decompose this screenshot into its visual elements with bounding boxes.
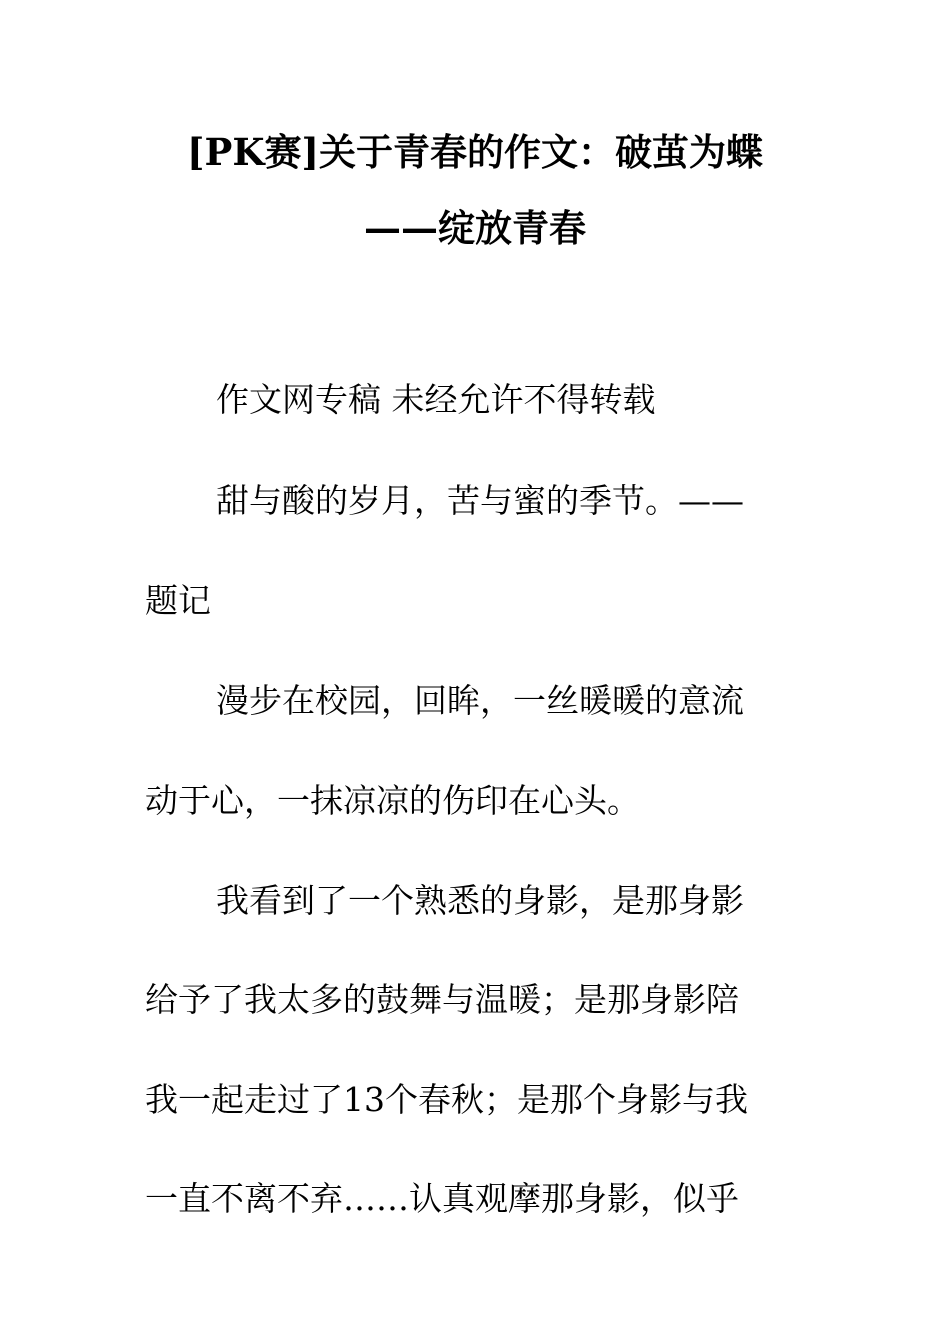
body-line-3: 题记 xyxy=(145,581,211,620)
body-line-8: 我一起走过了13个春秋；是那个身影与我 xyxy=(145,1080,748,1119)
body-line-7: 给予了我太多的鼓舞与温暖；是那身影陪 xyxy=(145,980,739,1019)
body-line-6: 我看到了一个熟悉的身影，是那身影 xyxy=(216,881,744,920)
body-line-1: 作文网专稿 未经允许不得转载 xyxy=(216,380,656,419)
body-line-5: 动于心，一抹凉凉的伤印在心头。 xyxy=(145,781,640,820)
document-title-line-2: ——绽放青春 xyxy=(364,206,586,250)
body-line-2: 甜与酸的岁月，苦与蜜的季节。—— xyxy=(216,481,744,520)
body-line-9: 一直不离不弃……认真观摩那身影，似乎 xyxy=(145,1179,739,1218)
body-line-4: 漫步在校园，回眸，一丝暖暖的意流 xyxy=(216,681,744,720)
document-title-line-1: [PK赛]关于青春的作文：破茧为蝶 xyxy=(187,130,763,174)
